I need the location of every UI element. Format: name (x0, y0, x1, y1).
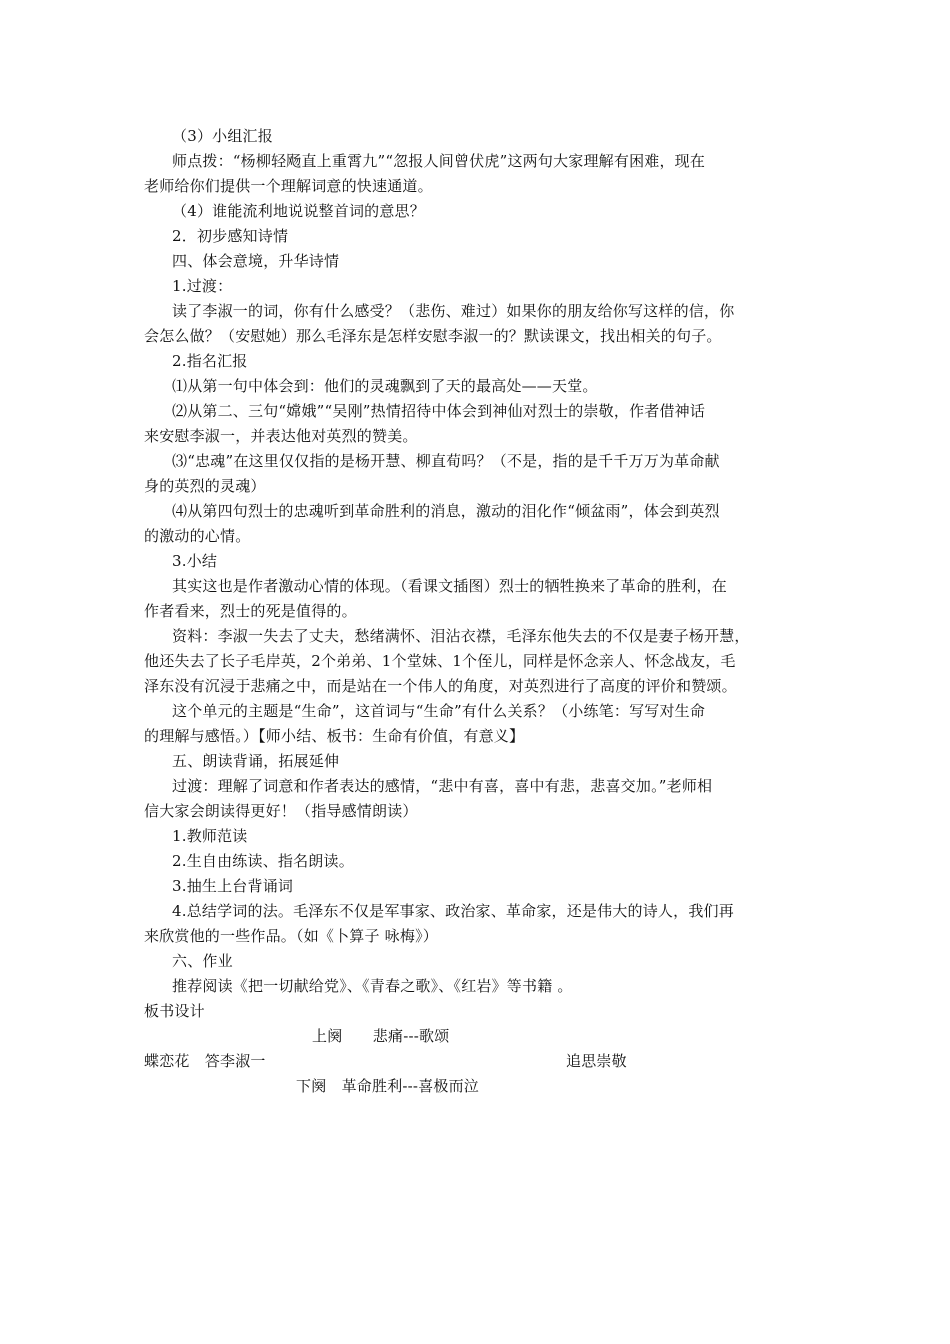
board-title: 蝶恋花 答李淑一 (144, 1052, 266, 1070)
text-line: （4）谁能流利地说说整首词的意思？ (172, 202, 425, 220)
text-line: 来安慰李淑一，并表达他对英烈的赞美。 (144, 427, 418, 445)
text-line: 其实这也是作者激动心情的体现。（看课文插图）烈士的牺牲换来了革命的胜利，在 (172, 577, 727, 595)
text-line: 的理解与感悟。）【师小结、板书：生命有价值，有意义】 (144, 727, 525, 745)
text-line: 他还失去了长子毛岸英，2个弟弟、1个堂妹、1个侄儿，同样是怀念亲人、怀念战友，毛 (144, 652, 736, 670)
text-line: 2．初步感知诗情 (172, 227, 289, 245)
section-heading: 六、作业 (172, 952, 233, 970)
text-line: 1.教师范读 (172, 827, 248, 845)
text-line: 3.抽生上台背诵词 (172, 877, 294, 895)
text-line: ⑴从第一句中体会到：他们的灵魂飘到了天的最高处——天堂。 (172, 377, 598, 395)
text-line: ⑵从第二、三句“嫦娥”“吴刚”热情招待中体会到神仙对烈士的崇敬，作者借神话 (172, 402, 706, 420)
text-line: 2.生自由练读、指名朗读。 (172, 852, 354, 870)
text-line: 会怎么做？（安慰她）那么毛泽东是怎样安慰李淑一的？默读课文，找出相关的句子。 (144, 327, 722, 345)
text-line: 读了李淑一的词，你有什么感受？（悲伤、难过）如果你的朋友给你写这样的信，你 (172, 302, 735, 320)
text-line: 来欣赏他的一些作品。（如《卜算子 咏梅》） (144, 927, 438, 945)
board-upper: 上阕 悲痛---歌颂 (312, 1027, 450, 1045)
text-line: 身的英烈的灵魂） (144, 477, 266, 495)
text-line: 这个单元的主题是“生命”，这首词与“生命”有什么关系？（小练笔：写写对生命 (172, 702, 706, 720)
text-line: 3.小结 (172, 552, 218, 570)
text-line: （3）小组汇报 (172, 127, 273, 145)
text-line: 师点拨：“杨柳轻飏直上重霄九”“忽报人间曾伏虎”这两句大家理解有困难，现在 (172, 152, 706, 170)
board-design-heading: 板书设计 (144, 1002, 205, 1020)
text-line: ⑷从第四句烈士的忠魂听到革命胜利的消息，激动的泪化作“倾盆雨”，体会到英烈 (172, 502, 720, 520)
text-line: 泽东没有沉浸于悲痛之中，而是站在一个伟人的角度，对英烈进行了高度的评价和赞颂。 (144, 677, 737, 695)
board-right: 追思崇敬 (566, 1052, 627, 1070)
text-line: 的激动的心情。 (144, 527, 251, 545)
text-line: 过渡：理解了词意和作者表达的感情，“悲中有喜，喜中有悲，悲喜交加。”老师相 (172, 777, 713, 795)
text-line: 4.总结学词的法。毛泽东不仅是军事家、政治家、革命家，还是伟大的诗人，我们再 (172, 902, 734, 920)
text-line: 1.过渡： (172, 277, 233, 295)
section-heading: 四、体会意境，升华诗情 (172, 252, 340, 270)
text-line: 推荐阅读《把一切献给党》、《青春之歌》、《红岩》等书籍 。 (172, 977, 573, 995)
text-line: 资料：李淑一失去了丈夫，愁绪满怀、泪沾衣襟，毛泽东他失去的不仅是妻子杨开慧， (172, 627, 750, 645)
section-heading: 五、朗读背诵，拓展延伸 (172, 752, 340, 770)
text-line: 作者看来，烈士的死是值得的。 (144, 602, 357, 620)
board-lower: 下阕 革命胜利---喜极而泣 (296, 1077, 480, 1095)
text-line: 信大家会朗读得更好！（指导感情朗读） (144, 802, 418, 820)
text-line: 老师给你们提供一个理解词意的快速通道。 (144, 177, 433, 195)
text-line: 2.指名汇报 (172, 352, 248, 370)
text-line: ⑶“忠魂”在这里仅仅指的是杨开慧、柳直荀吗？（不是，指的是千千万万为革命献 (172, 452, 720, 470)
